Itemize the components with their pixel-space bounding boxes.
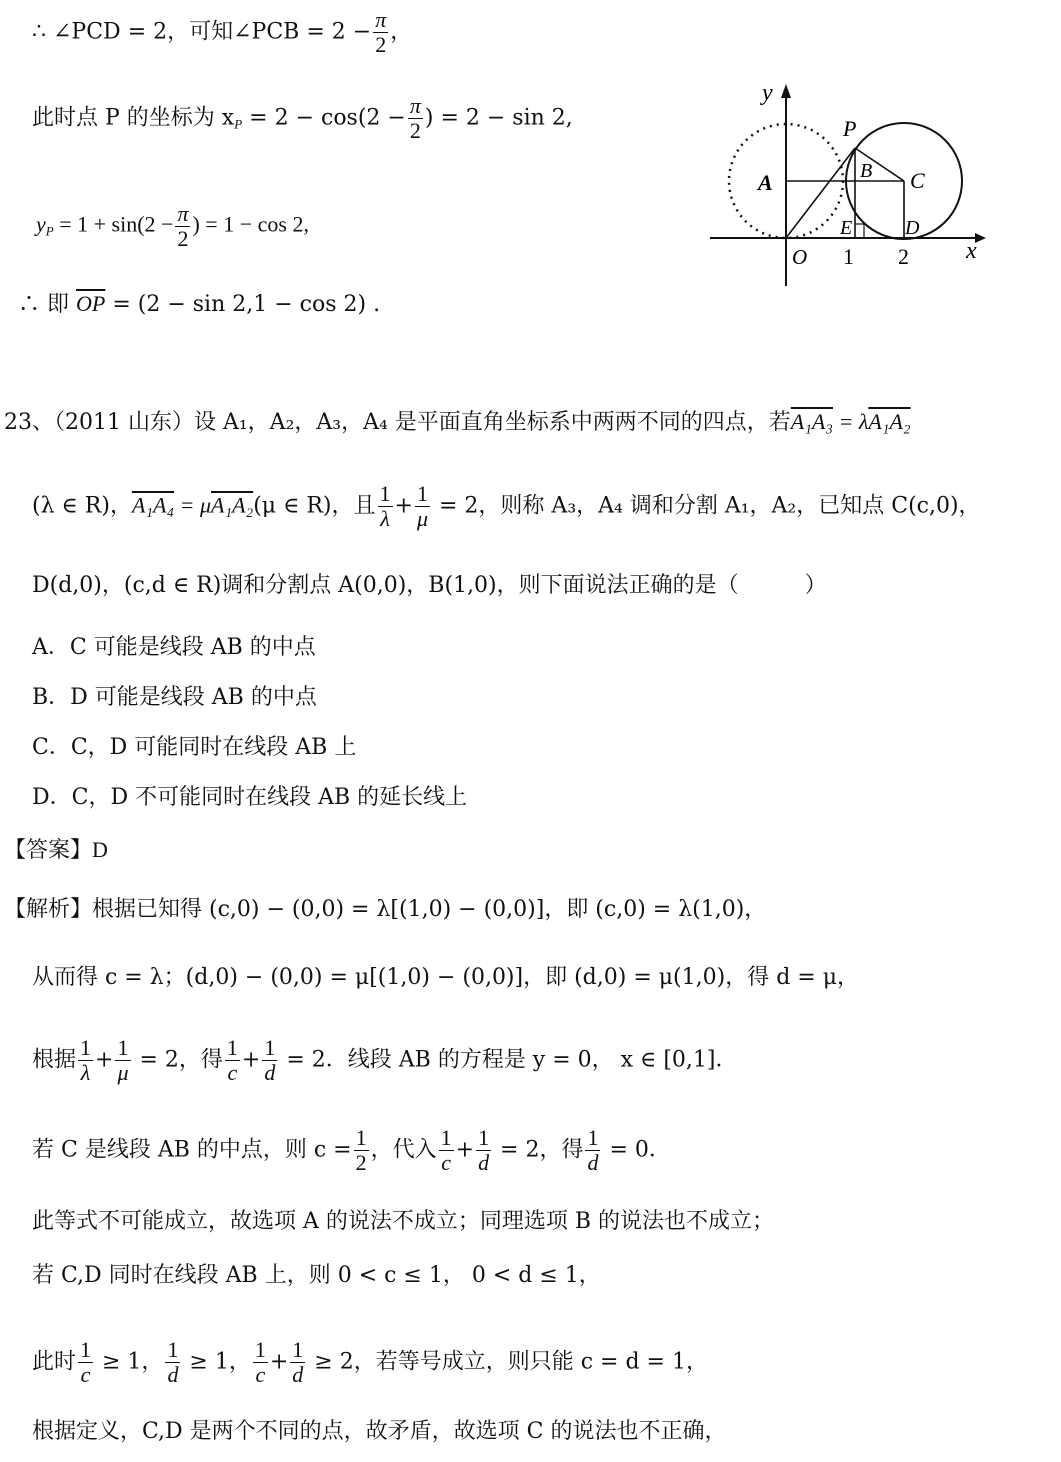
text: = λ xyxy=(832,409,869,434)
text: (λ ∈ R)， xyxy=(32,493,132,519)
numerator: π xyxy=(177,201,189,226)
subscript: P xyxy=(45,223,54,239)
numerator: 1 xyxy=(115,1036,130,1061)
numerator: 1 xyxy=(226,1035,238,1060)
numerator: π xyxy=(409,93,421,118)
text: 23、（2011 山东）设 A₁，A₂，A₃，A₄ 是平面直角坐标系中两两不同的四点，若 xyxy=(4,410,791,435)
numerator: π xyxy=(375,7,387,32)
answer-line xyxy=(4,836,108,865)
text: = (2 − sin 2,1 − cos 2) . xyxy=(105,292,381,317)
option-c xyxy=(32,734,356,762)
solution-line-4 xyxy=(18,290,380,319)
label-x: x xyxy=(966,238,977,264)
text: 根据 xyxy=(32,1047,77,1073)
fraction xyxy=(253,1338,268,1387)
denominator: c xyxy=(255,1362,266,1387)
solution-line-2 xyxy=(32,94,573,143)
fraction xyxy=(165,1338,180,1387)
text: 根据已知得 (c,0) − (0,0) = λ[(1,0) − (0,0)]，即 (c,0) = λ(1,0)， xyxy=(92,897,767,922)
answer-value: D xyxy=(92,837,108,862)
fraction xyxy=(373,8,388,57)
text: ) = 2 − sin 2, xyxy=(424,105,573,131)
fraction xyxy=(354,1126,369,1175)
numerator: 1 xyxy=(292,1337,304,1362)
analysis-line-7 xyxy=(32,1338,708,1387)
option-a xyxy=(32,634,316,662)
label-p: P xyxy=(843,116,857,141)
fraction xyxy=(290,1338,305,1387)
label-e: E xyxy=(840,217,853,239)
text: ，代入 xyxy=(370,1137,437,1163)
fraction xyxy=(378,482,393,531)
option-text: D．C，D 不可能同时在线段 AB 的延长线上 xyxy=(32,785,468,810)
text: = 1 + sin(2 − xyxy=(53,211,174,237)
vector-op: $\overline{OP}$ xyxy=(76,291,106,316)
vector-a1a2: A₁A₂ xyxy=(211,492,254,518)
plus: + xyxy=(269,1349,289,1375)
text: = 2，得 xyxy=(493,1137,584,1163)
fraction xyxy=(439,1126,454,1175)
analysis-line-2 xyxy=(32,964,859,992)
label-1: 1 xyxy=(843,244,854,269)
denominator: 2 xyxy=(177,226,189,251)
fraction xyxy=(78,1338,93,1387)
analysis-line-3 xyxy=(32,1036,737,1085)
option-d xyxy=(32,784,467,812)
denominator: d xyxy=(264,1060,276,1085)
denominator: d xyxy=(167,1362,179,1387)
answer-label: 【答案】 xyxy=(4,838,93,863)
analysis-label: 【解析】 xyxy=(4,897,93,922)
denominator: c xyxy=(441,1150,451,1175)
numerator: 1 xyxy=(379,481,391,506)
denominator: λ xyxy=(80,1060,91,1085)
fraction xyxy=(415,482,430,531)
denominator: λ xyxy=(380,506,390,531)
text: (μ ∈ R)，且 xyxy=(253,493,376,519)
label-b: B xyxy=(860,160,873,182)
denominator: μ xyxy=(117,1060,129,1085)
numerator: 1 xyxy=(80,1035,92,1060)
numerator: 1 xyxy=(355,1125,367,1150)
text: ≥ 2，若等号成立，则只能 c = d = 1， xyxy=(307,1349,708,1375)
denominator: 2 xyxy=(409,118,421,143)
text: ) = 1 − cos 2, xyxy=(192,211,309,237)
text: = μ xyxy=(174,492,212,518)
text: ∴ ∠PCD = 2，可知∠PCB = 2 − xyxy=(32,19,372,45)
question-line-2 xyxy=(32,482,981,531)
text: ≥ 1， xyxy=(95,1349,164,1375)
plus: + xyxy=(455,1137,475,1163)
text: D(d,0)，(c,d ∈ R)调和分割点 A(0,0)，B(1,0)，则下面说法正确的是（ ） xyxy=(32,573,827,598)
subscript: P xyxy=(234,116,243,132)
question-line-1 xyxy=(4,408,911,437)
fraction xyxy=(585,1126,600,1175)
fraction xyxy=(115,1036,130,1085)
fraction xyxy=(78,1036,93,1085)
text: 若 C,D 同时在线段 AB 上，则 0 < c ≤ 1， 0 < d ≤ 1， xyxy=(32,1263,601,1288)
text: = 2，得 xyxy=(132,1047,223,1073)
analysis-line-4 xyxy=(32,1126,671,1175)
numerator: 1 xyxy=(415,482,430,507)
text: 此等式不可能成立，故选项 A 的说法不成立；同理选项 B 的说法也不成立； xyxy=(32,1209,775,1234)
text: 此时 xyxy=(32,1349,77,1375)
denominator: d xyxy=(292,1362,304,1387)
fraction xyxy=(476,1126,491,1175)
numerator: 1 xyxy=(264,1035,276,1060)
fraction xyxy=(262,1036,277,1085)
fraction xyxy=(408,94,423,143)
numerator: 1 xyxy=(80,1337,92,1362)
text: ， xyxy=(390,19,413,45)
vector-a1a4: A₁A₄ xyxy=(131,492,175,518)
option-text: A．C 可能是线段 AB 的中点 xyxy=(32,635,316,660)
denominator: 2 xyxy=(375,32,387,57)
label-a: A xyxy=(758,170,773,195)
numerator: 1 xyxy=(167,1337,179,1362)
label-y: y xyxy=(762,80,773,106)
text: y xyxy=(36,211,46,237)
text: ≥ 1， xyxy=(182,1349,251,1375)
analysis-line-5 xyxy=(32,1208,774,1236)
denominator: d xyxy=(478,1150,490,1175)
denominator: d xyxy=(587,1150,599,1175)
text: = 2．线段 AB 的方程是 y = 0， x ∈ [0,1]． xyxy=(279,1047,738,1073)
option-text: B．D 可能是线段 AB 的中点 xyxy=(32,685,317,710)
option-text: C．C，D 可能同时在线段 AB 上 xyxy=(32,735,357,760)
plus: + xyxy=(394,493,413,519)
text: 从而得 c = λ；(d,0) − (0,0) = μ[(1,0) − (0,0)]，即 (d,0) = μ(1,0)，得 d = μ， xyxy=(32,965,859,990)
solution-line-3 xyxy=(36,202,309,251)
y-axis-arrow xyxy=(781,84,791,98)
analysis-line-1 xyxy=(4,896,766,924)
text: 此时点 P 的坐标为 x xyxy=(32,105,235,131)
analysis-line-8 xyxy=(32,1418,727,1446)
numerator: 1 xyxy=(478,1125,490,1150)
label-2: 2 xyxy=(898,244,909,269)
vector-a1a3: A₁A₃ xyxy=(790,409,833,434)
fraction xyxy=(225,1036,240,1085)
numerator: 1 xyxy=(587,1125,599,1150)
label-c: C xyxy=(910,168,925,193)
solution-line-1 xyxy=(32,8,412,57)
text: = 0． xyxy=(602,1137,671,1163)
text: = 2，则称 A₃，A₄ 调和分割 A₁，A₂，已知点 C(c,0)， xyxy=(432,493,981,519)
question-line-3 xyxy=(32,572,827,600)
vector-a1a2: A₁A₂ xyxy=(868,409,911,434)
analysis-line-6 xyxy=(32,1262,601,1290)
label-o: O xyxy=(792,245,808,269)
plus: + xyxy=(95,1047,114,1073)
denominator: 2 xyxy=(355,1150,367,1175)
fraction xyxy=(175,202,190,251)
text: = 2 − cos(2 − xyxy=(242,105,406,131)
text: 根据定义，C,D 是两个不同的点，故矛盾，故选项 C 的说法也不正确， xyxy=(32,1419,727,1444)
denominator: μ xyxy=(416,506,429,531)
text: 若 C 是线段 AB 的中点，则 c = xyxy=(32,1137,352,1163)
plus: + xyxy=(241,1047,261,1073)
numerator: 1 xyxy=(254,1337,266,1362)
text: ∴ 即 xyxy=(18,292,76,317)
option-b xyxy=(32,684,317,712)
circle-figure xyxy=(700,78,990,293)
label-d: D xyxy=(905,217,920,239)
denominator: c xyxy=(227,1060,238,1085)
denominator: c xyxy=(80,1362,91,1387)
numerator: 1 xyxy=(440,1125,452,1150)
